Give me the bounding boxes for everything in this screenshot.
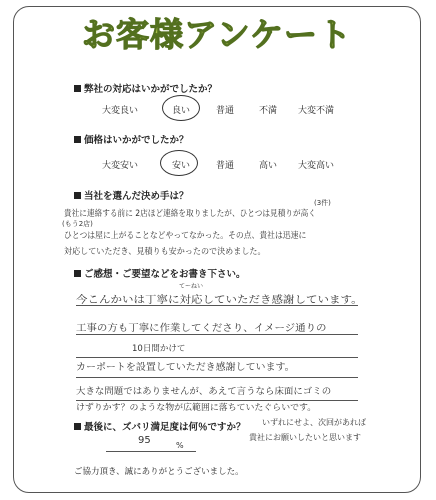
final-comment-line-2: 貴社にお願いしたいと思います (249, 433, 361, 442)
option-price-normal[interactable]: 普通 (216, 161, 235, 171)
question-comments (74, 266, 246, 280)
selected-circle-good (162, 95, 200, 121)
survey-title: お客様アンケート (81, 15, 353, 54)
comments-line-6: けずりかす？のような物が広範囲に落ちていたぐらいです。 (76, 403, 317, 413)
question-service (74, 81, 217, 95)
comment-rule-3 (76, 357, 358, 358)
comments-line-1: 今こんかいは丁寧に対応していただき感謝しています。 (76, 295, 363, 306)
selected-circle-cheap (160, 150, 198, 176)
question-service-label: 弊社の対応はいかがでしたか？ (84, 84, 218, 95)
comments-line-4: カーポートを設置していただき感謝しています。 (76, 362, 295, 373)
footer-thanks: ご協力頂き、誠にありがとうございました。 (74, 467, 244, 477)
square-bullet-icon (74, 192, 81, 199)
comments-annotation-small: てーねい (179, 283, 204, 290)
option-service-very-good[interactable]: 大変良い (102, 106, 139, 116)
option-service-dissatisfied[interactable]: 不満 (259, 106, 278, 116)
square-bullet-icon (74, 136, 81, 143)
square-bullet-icon (74, 423, 81, 430)
option-price-very-cheap[interactable]: 大変安い (102, 161, 139, 171)
reason-annotation-left: (もう2店) (62, 220, 93, 228)
option-service-normal[interactable]: 普通 (216, 106, 235, 116)
question-satisfaction (74, 419, 246, 433)
comments-annotation-mid: 10日間かけて (132, 344, 186, 354)
question-price-label: 価格はいかがでしたか？ (84, 135, 189, 146)
option-service-very-dissatisfied[interactable]: 大変不満 (298, 106, 335, 116)
comments-line-5: 大きな問題ではありませんが、あえて言うなら床面にゴミの (76, 387, 332, 397)
satisfaction-value[interactable]: 95 (138, 435, 151, 446)
reason-line-1: 貴社に連絡する前に 2店ほど連絡を取りましたが、ひとつは見積りが高く (64, 209, 316, 219)
comment-rule-4 (76, 377, 358, 378)
reason-line-3: 対応していただき、見積りも安かったので決めました。 (64, 247, 266, 257)
question-reason-label: 当社を選んだ決め手は？ (84, 191, 189, 202)
square-bullet-icon (74, 270, 81, 277)
comments-line-2: 工事の方も丁寧に作業してくださり、イメージ通りの (76, 323, 327, 334)
option-price-very-expensive[interactable]: 大変高い (298, 161, 335, 171)
question-price (74, 132, 189, 146)
question-comments-label: ご感想・ご要望などをお書き下さい。 (84, 269, 246, 280)
final-comment-line-1: いずれにせよ、次回があれば (262, 418, 366, 427)
question-reason (74, 188, 189, 202)
option-price-expensive[interactable]: 高い (259, 161, 278, 171)
comment-rule-2 (76, 334, 358, 335)
question-satisfaction-label: 最後に、ズバリ満足度は何％ですか？ (84, 422, 246, 433)
reason-annotation-top: (3件) (314, 199, 331, 207)
reason-line-2: ひとつは屋に上がることなどやってなかった。その点、貴社は迅速に (64, 231, 307, 241)
option-service-good[interactable]: 良い (172, 106, 191, 116)
survey-sheet (13, 6, 421, 493)
square-bullet-icon (74, 85, 81, 92)
satisfaction-unit: % (176, 441, 184, 450)
option-price-cheap[interactable]: 安い (172, 161, 191, 171)
satisfaction-underline (106, 451, 196, 452)
comment-rule-1 (76, 305, 358, 306)
